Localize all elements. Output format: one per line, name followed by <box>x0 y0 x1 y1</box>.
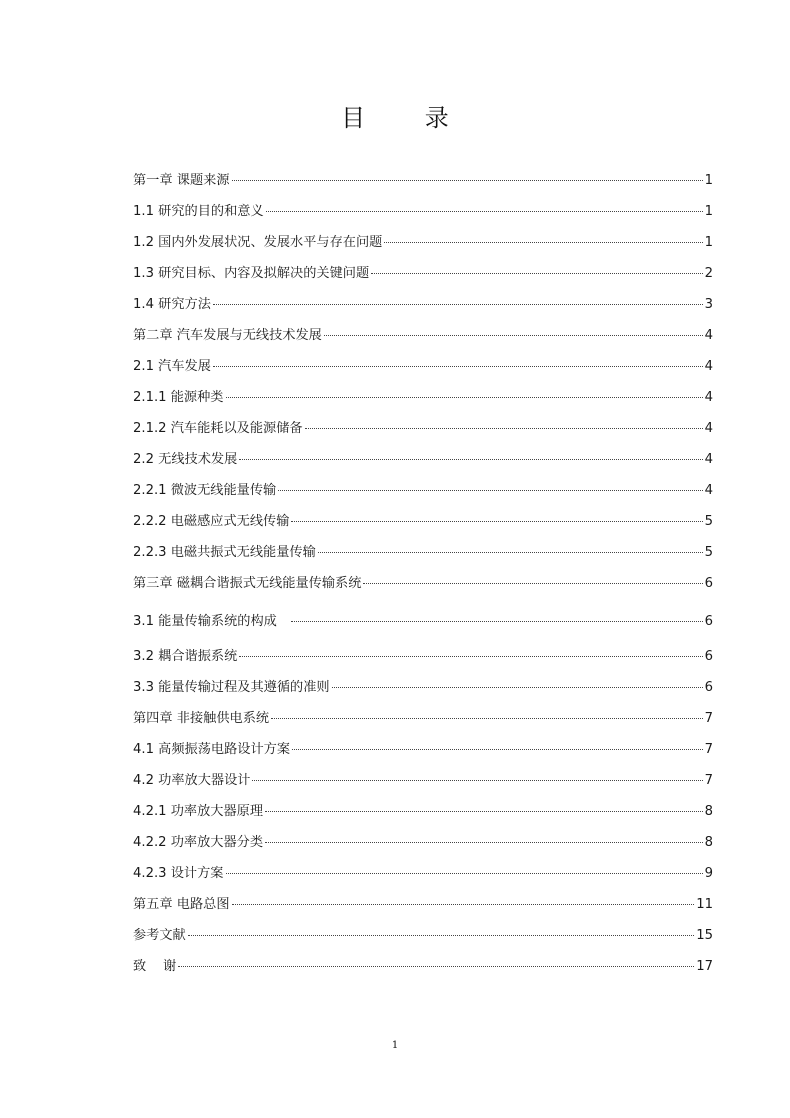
toc-entry-label: 2.2.3 电磁共振式无线能量传输 <box>133 545 316 560</box>
toc-entry-page: 4 <box>704 359 713 374</box>
toc-entry-page: 7 <box>704 742 713 757</box>
toc-entry <box>133 480 713 502</box>
dot-leader <box>363 583 702 584</box>
toc-entry <box>133 611 713 633</box>
toc-entry <box>133 418 713 440</box>
toc-entry-label: 3.1 能量传输系统的构成 <box>133 614 277 629</box>
toc-entry-label: 2.1.2 汽车能耗以及能源储备 <box>133 421 303 436</box>
dot-leader <box>232 180 703 181</box>
page-number: 1 <box>391 1040 399 1051</box>
toc-entry-page: 1 <box>704 204 713 219</box>
toc-entry <box>133 956 713 978</box>
toc-entry <box>133 925 713 947</box>
dot-leader <box>213 304 703 305</box>
toc-entry-label: 第二章 汽车发展与无线技术发展 <box>133 328 322 343</box>
toc-entry-label: 第一章 课题来源 <box>133 173 230 188</box>
toc-entry-page: 17 <box>696 959 713 974</box>
toc-entry <box>133 356 713 378</box>
toc-entry <box>133 449 713 471</box>
toc-entry-page: 8 <box>704 804 713 819</box>
toc-entry <box>133 387 713 409</box>
dot-leader <box>266 211 703 212</box>
toc-entry-label: 4.2.3 设计方案 <box>133 866 224 881</box>
toc-entry <box>133 325 713 347</box>
toc-entry <box>133 573 713 595</box>
dot-leader <box>384 242 702 243</box>
toc-entry <box>133 263 713 285</box>
toc-entry-label: 2.1.1 能源种类 <box>133 390 224 405</box>
toc-entry <box>133 170 713 192</box>
toc-entry-label: 3.3 能量传输过程及其遵循的准则 <box>133 680 330 695</box>
toc-entry <box>133 511 713 533</box>
toc-entry <box>133 863 713 885</box>
dot-leader <box>291 521 702 522</box>
dot-leader <box>305 428 703 429</box>
dot-leader <box>226 873 703 874</box>
toc-entry-page: 4 <box>704 328 713 343</box>
toc-entry-page: 8 <box>704 835 713 850</box>
table-of-contents <box>133 170 713 978</box>
toc-entry-page: 2 <box>704 266 713 281</box>
toc-entry <box>133 294 713 316</box>
toc-entry-label: 1.2 国内外发展状况、发展水平与存在问题 <box>133 235 383 250</box>
toc-entry-page: 9 <box>704 866 713 881</box>
toc-entry-page: 4 <box>704 483 713 498</box>
dot-leader <box>278 490 702 491</box>
dot-leader <box>371 273 702 274</box>
dot-leader <box>239 656 702 657</box>
toc-entry-label: 2.1 汽车发展 <box>133 359 211 374</box>
dot-leader <box>324 335 703 336</box>
dot-leader <box>271 718 703 719</box>
toc-entry-page: 4 <box>704 452 713 467</box>
dot-leader <box>252 780 702 781</box>
dot-leader <box>332 687 703 688</box>
toc-entry <box>133 708 713 730</box>
toc-entry <box>133 894 713 916</box>
toc-entry <box>133 646 713 668</box>
dot-leader <box>318 552 703 553</box>
toc-entry-label: 4.1 高频振荡电路设计方案 <box>133 742 291 757</box>
toc-entry-label: 3.2 耦合谐振系统 <box>133 649 238 664</box>
toc-entry-label: 1.1 研究的目的和意义 <box>133 204 264 219</box>
dot-leader <box>188 935 694 936</box>
toc-entry-label: 4.2.2 功率放大器分类 <box>133 835 264 850</box>
dot-leader <box>213 366 703 367</box>
toc-entry-page: 1 <box>704 173 713 188</box>
toc-entry-page: 5 <box>704 514 713 529</box>
dot-leader <box>232 904 695 905</box>
toc-entry-page: 6 <box>704 576 713 591</box>
toc-entry <box>133 201 713 223</box>
toc-entry-page: 7 <box>704 773 713 788</box>
toc-entry-label: 1.3 研究目标、内容及拟解决的关键问题 <box>133 266 370 281</box>
toc-entry <box>133 739 713 761</box>
toc-entry-label: 参考文献 <box>133 928 186 943</box>
toc-entry-label: 2.2.2 电磁感应式无线传输 <box>133 514 290 529</box>
dot-leader <box>292 749 703 750</box>
toc-entry-label: 2.2.1 微波无线能量传输 <box>133 483 277 498</box>
dot-leader <box>265 811 703 812</box>
toc-entry-page: 7 <box>704 711 713 726</box>
toc-entry-label: 第三章 磁耦合谐振式无线能量传输系统 <box>133 576 362 591</box>
toc-entry <box>133 677 713 699</box>
dot-leader <box>265 842 703 843</box>
dot-leader <box>226 397 703 398</box>
toc-entry <box>133 801 713 823</box>
toc-entry-page: 4 <box>704 390 713 405</box>
toc-entry-label: 4.2 功率放大器设计 <box>133 773 251 788</box>
toc-entry-page: 4 <box>704 421 713 436</box>
toc-entry-page: 11 <box>696 897 713 912</box>
toc-entry-label: 致 谢 <box>133 959 177 974</box>
toc-entry-page: 6 <box>704 614 713 629</box>
toc-entry-label: 1.4 研究方法 <box>133 297 211 312</box>
toc-entry-label: 第四章 非接触供电系统 <box>133 711 270 726</box>
toc-entry <box>133 832 713 854</box>
toc-entry-label: 2.2 无线技术发展 <box>133 452 238 467</box>
toc-entry <box>133 232 713 254</box>
toc-entry <box>133 770 713 792</box>
toc-entry <box>133 542 713 564</box>
toc-entry-page: 5 <box>704 545 713 560</box>
toc-entry-page: 1 <box>704 235 713 250</box>
toc-entry-page: 6 <box>704 649 713 664</box>
toc-entry-label: 第五章 电路总图 <box>133 897 230 912</box>
page-title: 目 录 <box>341 104 475 132</box>
toc-entry-page: 3 <box>704 297 713 312</box>
dot-leader <box>291 621 703 622</box>
toc-entry-page: 6 <box>704 680 713 695</box>
toc-entry-label: 4.2.1 功率放大器原理 <box>133 804 264 819</box>
dot-leader <box>239 459 702 460</box>
dot-leader <box>178 966 694 967</box>
toc-entry-page: 15 <box>696 928 713 943</box>
